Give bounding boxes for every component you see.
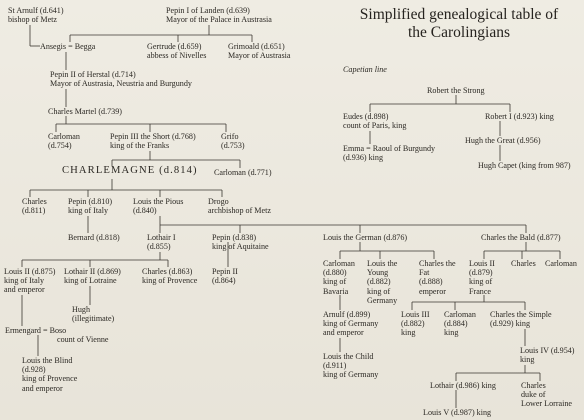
person-line: king of Provence [142,276,198,286]
person-line: CHARLEMAGNE (d.814) [62,165,198,176]
person-robert1 [485,112,554,121]
person-hugh-great [465,136,541,145]
person-line: Germany [367,295,398,305]
person-line: and emperor [4,285,45,295]
person-line: (d.811) [22,206,46,216]
person-grifo [221,132,245,150]
person-arnulf899 [323,310,378,338]
person-louis-blind [22,356,77,393]
person-line: Hugh [72,305,90,314]
person-line: (illegitimate) [72,314,115,324]
person-line: (d.882) [401,319,425,329]
person-grimoald [228,42,291,60]
person-line: Louis the German (d.876) [323,233,408,242]
person-carloman771 [214,168,272,177]
person-charles811 [22,197,47,215]
person-line: Gertrude (d.659) [147,42,202,51]
person-pepin2 [50,70,192,88]
person-louis-pious [133,197,183,215]
person-arnulf [8,6,64,24]
person-line: king [444,328,459,338]
person-gertrude [147,42,206,60]
person-line: king of Germany [323,370,379,380]
person-line: Grimoald (d.651) [228,42,285,51]
person-charles-lorraine [521,381,572,409]
person-line: king [401,328,416,338]
page-title-line: the Carolingians [407,24,511,41]
person-line: Louis the Pious [133,197,184,206]
person-louis3 [401,310,430,338]
person-hugh [72,305,114,323]
person-charles863 [142,267,197,285]
person-emma [343,144,435,162]
person-bernard [68,233,120,242]
person-lothair1 [147,233,176,251]
person-louis-child [323,352,378,380]
person-line: king of Lotraine [64,276,117,286]
person-pepin1 [166,6,272,24]
person-line: Lower Lorraine [521,399,573,409]
person-line: Hugh Capet (king from 987) [478,161,571,170]
person-line: king of Provence [22,374,78,384]
person-louis-young [367,259,397,305]
person-line: Louis III [401,310,430,319]
person-line: Louis II (d.875) [4,267,56,276]
person-carloman754 [48,132,80,150]
person-louis2fr [469,259,495,296]
person-line: Young [367,268,389,278]
person-line: Charles the Bald (d.877) [481,233,561,242]
person-line: king of Germany [323,319,379,329]
person-line: Bavaria [323,286,349,296]
person-line: Bernard (d.818) [68,233,120,242]
person-line: (d.879) [469,268,493,278]
person-carloman884 [444,310,476,338]
person-line: king of Italy [4,276,45,286]
person-line: Carloman [323,259,355,268]
capetian-line-label: Capetian line [343,65,387,74]
person-lothair2 [64,267,121,285]
person-line: Grifo [221,132,239,141]
person-pepin3 [110,132,196,150]
person-line: king of Aquitaine [212,242,269,252]
person-pepin810 [68,197,112,215]
person-line: (d.888) [419,277,443,287]
person-line: Pepin II of Herstal (d.714) [50,70,136,79]
person-line: Charles Martel (d.739) [48,107,122,116]
person-line: Charles [511,259,536,268]
person-louis5 [423,408,491,417]
person-line: Fat [419,268,430,278]
person-line: king of [323,277,347,287]
person-charles-simple [490,310,552,328]
person-louis4 [520,346,574,364]
person-hugh-capet [478,161,571,170]
person-line: king of [469,277,493,287]
person-line: Pepin (d.810) [68,197,113,206]
person-ansegis [40,42,95,51]
page-title [334,6,584,42]
person-charles-fat [419,259,456,296]
person-line: Louis the Child [323,352,374,361]
person-line: (d.753) [221,141,245,151]
person-robert-strong [427,86,485,95]
person-line: emperor [419,286,446,296]
person-line: France [469,286,492,296]
person-line: Arnulf (d.899) [323,310,371,319]
person-lothair986 [430,381,496,390]
person-line: Lothair I [147,233,176,242]
person-line: Charles the [419,259,456,268]
person-line: Charles the Simple [490,310,552,319]
person-line: king of [367,286,391,296]
person-line: (d.855) [147,242,171,252]
person-pepin838 [212,233,269,251]
person-line: Mayor of Austrasia [228,51,291,61]
person-eudes [343,112,406,130]
person-line: (d.882) [367,277,391,287]
person-ermengard [5,326,66,335]
person-louis-german [323,233,407,242]
person-line: Pepin I of Landen (d.639) [166,6,250,15]
person-line: king of the Franks [110,141,170,151]
person-carloman880 [323,259,355,296]
person-line: Carloman [444,310,476,319]
person-line: Carloman (d.771) [214,168,272,177]
person-line: Pepin II [212,267,238,276]
person-pepin2aq [212,267,238,285]
person-line: (d.911) [323,361,347,371]
person-line: Eudes (d.898) [343,112,389,121]
person-line: bishop of Metz [8,15,58,25]
person-line: Pepin (d.838) [212,233,257,242]
person-line: archbishop of Metz [208,206,271,216]
person-charles-martel [48,107,122,116]
person-line: Ermengard = Boso [5,326,67,335]
person-charlemagne [62,166,198,175]
person-line: (d.936) king [343,153,384,163]
person-line: Lothair II (d.869) [64,267,121,276]
person-line: (d.754) [48,141,72,151]
person-line: Louis the [367,259,398,268]
person-carloman-cb [545,259,577,268]
person-line: king [520,355,535,365]
person-line: king of Italy [68,206,109,216]
person-line: abbess of Nivelles [147,51,207,61]
person-line: Hugh the Great (d.956) [465,136,541,145]
person-line: Mayor of Austrasia, Neustria and Burgundy [50,79,192,89]
person-line: Carloman [48,132,80,141]
person-charles-bald [481,233,561,242]
person-line: Louis IV (d.954) [520,346,575,355]
person-line: (d.840) [133,206,157,216]
person-line: Louis II [469,259,495,268]
person-line: (d.929) king [490,319,531,329]
person-line: and emperor [22,383,63,393]
person-line: Charles [521,381,546,390]
person-line: count of Paris, king [343,121,407,131]
person-line: (d.880) [323,268,347,278]
person-drogo [208,197,271,215]
person-line: Charles [22,197,47,206]
person-line: (d.928) [22,365,46,375]
person-line: Louis the Blind [22,356,73,365]
person-line: Drogo [208,197,229,206]
person-line: Ansegis = Begga [40,42,96,51]
person-louis2 [4,267,55,295]
person-charles-cb [511,259,536,268]
person-line: Carloman [545,259,577,268]
person-line: Pepin III the Short (d.768) [110,132,196,141]
person-line: Lothair (d.986) king [430,381,496,390]
page-title-line: Simplified genealogical table of [359,6,559,23]
person-line: Robert the Strong [427,86,485,95]
person-line: Emma = Raoul of Burgundy [343,144,436,153]
person-line: count of Vienne [57,335,109,344]
person-line: Louis V (d.987) king [423,408,492,417]
person-line: Mayor of the Palace in Austrasia [166,15,272,25]
person-line: St Arnulf (d.641) [8,6,64,15]
person-line: Charles (d.863) [142,267,193,276]
person-line: (d.884) [444,319,468,329]
person-line: and emperor [323,328,364,338]
person-line: duke of [521,390,546,400]
person-boso-count [57,335,109,344]
person-line: (d.864) [212,276,236,286]
person-line: Robert I (d.923) king [485,112,554,121]
